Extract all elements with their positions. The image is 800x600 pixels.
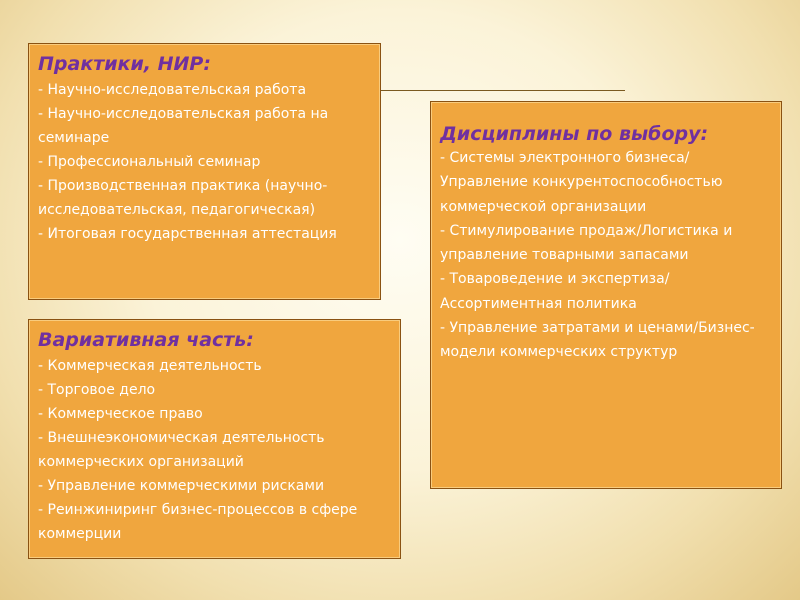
- practices-heading: Практики, НИР:: [38, 53, 211, 75]
- list-item: - Коммерческое право: [38, 406, 203, 422]
- list-item: - Профессиональный семинар: [38, 154, 261, 170]
- list-item: - Системы электронного бизнеса/Управление конкурентоспособностью коммерческой организации: [440, 150, 723, 215]
- list-item: - Производственная практика (научно-исследовательская, педагогическая): [38, 178, 328, 218]
- list-item: - Внешнеэкономическая деятельность коммерческих организаций: [38, 430, 325, 470]
- list-item: - Научно-исследовательская работа: [38, 82, 307, 98]
- list-item: - Реинжиниринг бизнес-процессов в сфере коммерции: [38, 502, 358, 542]
- list-item: - Стимулирование продаж/Логистика и управление товарными запасами: [440, 222, 733, 264]
- variative-box: [28, 319, 401, 559]
- electives-list: [440, 146, 773, 365]
- list-item: - Торговое дело: [38, 382, 156, 398]
- practices-box: [28, 43, 381, 300]
- electives-box: [430, 101, 782, 489]
- variative-list: [38, 354, 392, 546]
- variative-heading: Вариативная часть:: [38, 329, 254, 351]
- list-item: - Итоговая государственная аттестация: [38, 226, 337, 242]
- electives-heading: Дисциплины по выбору:: [440, 123, 709, 145]
- list-item: - Товароведение и экспертиза/Ассортиментная политика: [440, 271, 670, 312]
- decorative-line: [380, 90, 625, 91]
- list-item: - Научно-исследовательская работа на семинаре: [38, 106, 329, 146]
- list-item: - Управление коммерческими рисками: [38, 478, 325, 494]
- list-item: - Управление затратами и ценами/Бизнес-модели коммерческих структур: [440, 320, 755, 361]
- practices-list: [38, 78, 372, 246]
- list-item: - Коммерческая деятельность: [38, 358, 262, 374]
